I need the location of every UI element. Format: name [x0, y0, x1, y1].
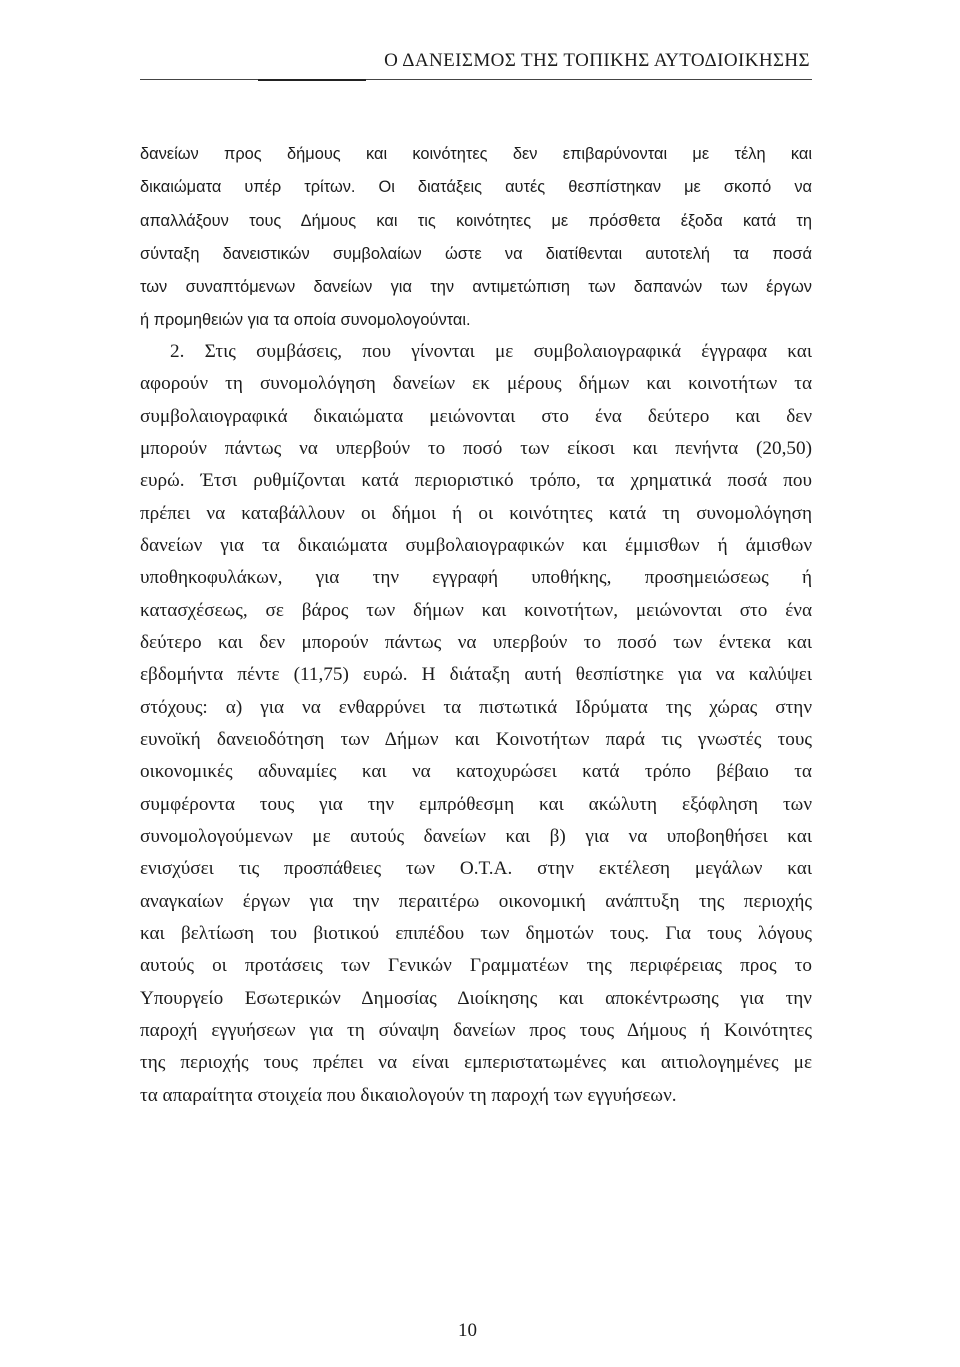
- text-line: ευνοϊκή δανειοδότηση των Δήμων και Κοινοτήτων παρά τις γνωστές τους: [140, 729, 812, 750]
- text-line: ενισχύσει τις προσπάθειες των Ο.Τ.Α. στην εκτέλεση μεγάλων και: [140, 858, 812, 879]
- text-line: στόχους: α) για να ενθαρρύνει τα πιστωτικά Ιδρύματα της χώρας στην: [140, 697, 812, 718]
- text-line: δεύτερο και δεν μπορούν πάντως να υπερβούν το ποσό των έντεκα και: [140, 632, 812, 653]
- text-line: συνομολογούμενων με αυτούς δανείων και β) για να υποβοηθήσει και: [140, 826, 812, 847]
- text-line: αναγκαίων έργων για την περαιτέρω οικονομική ανάπτυξη της περιοχής: [140, 891, 812, 912]
- text-line: εβδομήντα πέντε (11,75) ευρώ. Η διάταξη αυτή θεσπίστηκε για να καλύψει: [140, 664, 812, 685]
- text-line: ή προμηθειών για τα οποία συνομολογούνται.: [140, 311, 471, 329]
- text-line: πρέπει να καταβάλλουν οι δήμοι ή οι κοινότητες κατά τη συνομολόγηση: [140, 503, 812, 524]
- header-rule-accent: [258, 79, 366, 81]
- text-line: τα απαραίτητα στοιχεία που δικαιολογούν τη παροχή των εγγυήσεων.: [140, 1085, 677, 1106]
- text-line: ευρώ. Έτσι ρυθμίζονται κατά περιοριστικό τρόπο, τα χρηματικά ποσά που: [140, 470, 812, 491]
- text-line: συμφέροντα τους για την εμπρόθεσμη και ακώλυτη εξόφληση των: [140, 794, 812, 815]
- text-line: 2. Στις συμβάσεις, που γίνονται με συμβολαιογραφικά έγγραφα και: [170, 341, 812, 362]
- header-rule: [140, 79, 812, 80]
- text-line: των συναπτόμενων δανείων για την αντιμετώπιση των δαπανών των έργων: [140, 278, 812, 296]
- text-line: δανείων προς δήμους και κοινότητες δεν επιβαρύνονται με τέλη και: [140, 145, 812, 163]
- text-line: της περιοχής τους πρέπει να είναι εμπεριστατωμένες και αιτιολογημένες με: [140, 1052, 812, 1073]
- text-line: μπορούν πάντως να υπερβούν το ποσό των είκοσι και πενήντα (20,50): [140, 438, 812, 459]
- text-line: αφορούν τη συνομολόγηση δανείων εκ μέρους δήμων και κοινοτήτων τα: [140, 373, 812, 394]
- text-line: Υπουργείο Εσωτερικών Δημοσίας Διοίκησης και αποκέντρωσης για την: [140, 988, 812, 1009]
- text-line: απαλλάξουν τους Δήμους και τις κοινότητες με πρόσθετα έξοδα κατά τη: [140, 212, 812, 230]
- text-line: αυτούς οι προτάσεις των Γενικών Γραμματέων της περιφέρειας προς το: [140, 955, 812, 976]
- text-line: και βελτίωση του βιοτικού επιπέδου των δημοτών τους. Για τους λόγους: [140, 923, 812, 944]
- text-line: υποθηκοφυλάκων, για την εγγραφή υποθήκης, προσημειώσεως ή: [140, 567, 812, 588]
- text-line: συμβολαιογραφικά δικαιώματα μειώνονται στο ένα δεύτερο και δεν: [140, 406, 812, 427]
- running-header: Ο ΔΑΝΕΙΣΜΟΣ ΤΗΣ ΤΟΠΙΚΗΣ ΑΥΤΟΔΙΟΙΚΗΣΗΣ: [384, 50, 810, 71]
- text-line: σύνταξη δανειστικών συμβολαίων ώστε να διατίθενται αυτοτελή τα ποσά: [140, 245, 812, 263]
- text-line: παροχή εγγυήσεων για τη σύναψη δανείων προς τους Δήμους ή Κοινότητες: [140, 1020, 812, 1041]
- text-line: δανείων για τα δικαιώματα συμβολαιογραφικών και έμμισθων ή άμισθων: [140, 535, 812, 556]
- text-line: οικονομικές αδυναμίες και να κατοχυρώσει κατά τρόπο βέβαιο τα: [140, 761, 812, 782]
- text-line: δικαιώματα υπέρ τρίτων. Οι διατάξεις αυτές θεσπίστηκαν με σκοπό να: [140, 178, 812, 196]
- text-line: κατασχέσεως, σε βάρος των δήμων και κοινοτήτων, μειώνονται στο ένα: [140, 600, 812, 621]
- page-number: 10: [458, 1320, 477, 1341]
